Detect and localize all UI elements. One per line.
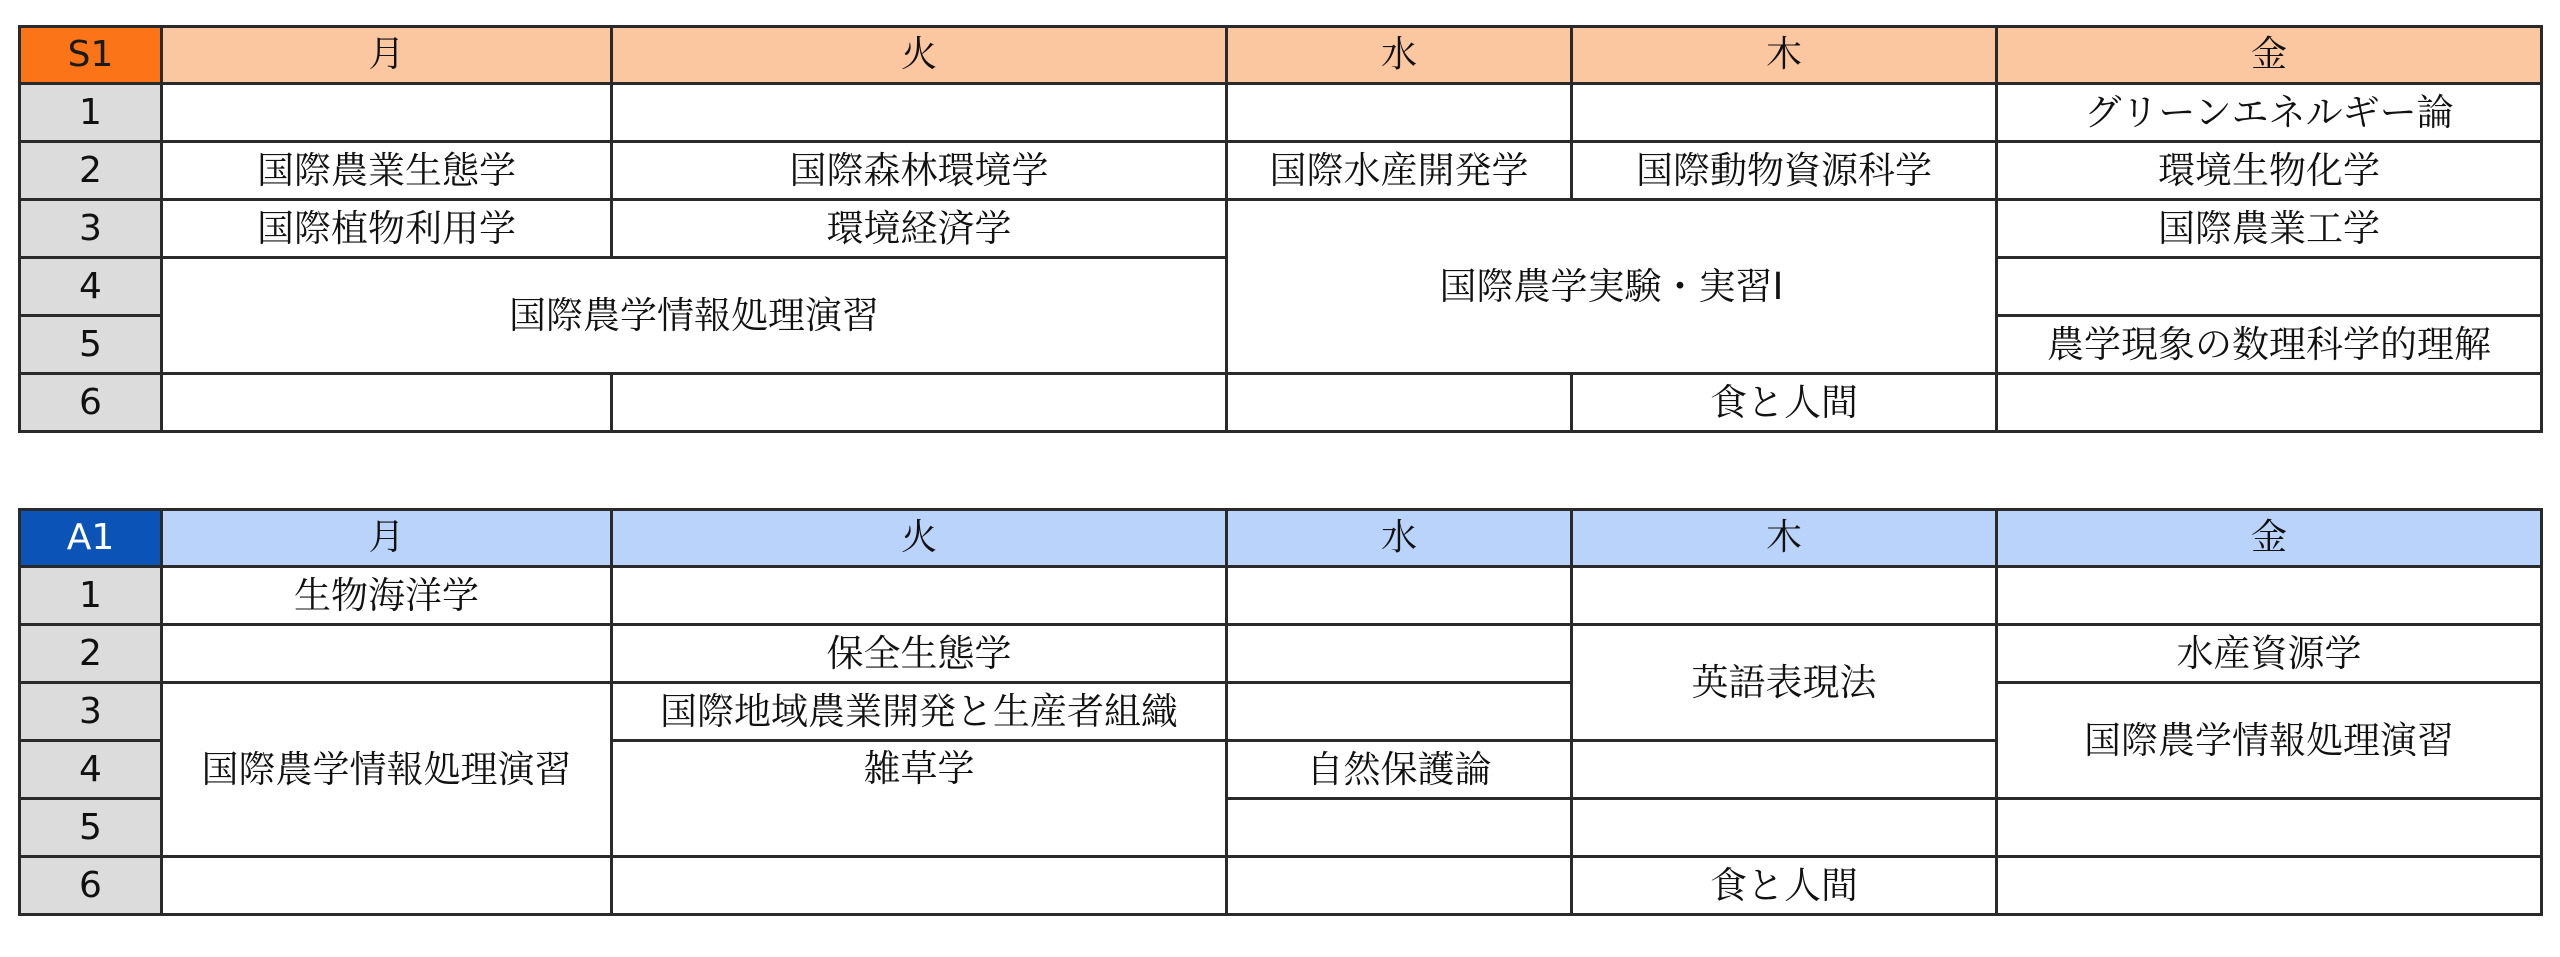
s1-course-mon-tue-4-5: 国際農学情報処理演習 xyxy=(162,258,1227,374)
s1-period-row-1 xyxy=(20,84,2542,142)
s1-course-thu-2: 国際動物資源科学 xyxy=(1572,142,1997,200)
s1-course-fri-2: 環境生物化学 xyxy=(1997,142,2542,200)
a1-period-4: 4 xyxy=(20,741,162,799)
s1-cell-mon-1 xyxy=(162,84,612,142)
s1-period-3: 3 xyxy=(20,200,162,258)
s1-course-mon-3: 国際植物利用学 xyxy=(162,200,612,258)
a1-day-wed: 水 xyxy=(1227,510,1572,567)
a1-cell-tue-6 xyxy=(612,857,1227,915)
s1-day-mon: 月 xyxy=(162,27,612,84)
a1-cell-thu-4 xyxy=(1572,741,1997,799)
a1-course-wed-4: 自然保護論 xyxy=(1227,741,1572,799)
a1-day-mon: 月 xyxy=(162,510,612,567)
s1-period-4: 4 xyxy=(20,258,162,316)
a1-period-1: 1 xyxy=(20,567,162,625)
s1-period-row-2 xyxy=(20,142,2542,200)
a1-cell-wed-2 xyxy=(1227,625,1572,683)
a1-cell-thu-1 xyxy=(1572,567,1997,625)
s1-timetable xyxy=(18,25,2543,433)
a1-day-thu: 木 xyxy=(1572,510,1997,567)
s1-cell-mon-6 xyxy=(162,374,612,432)
s1-cell-tue-1 xyxy=(612,84,1227,142)
s1-course-fri-5: 農学現象の数理科学的理解 xyxy=(1997,316,2542,374)
a1-term-label: A1 xyxy=(20,510,162,567)
s1-period-row-3 xyxy=(20,200,2542,258)
s1-period-1: 1 xyxy=(20,84,162,142)
a1-period-3: 3 xyxy=(20,683,162,741)
s1-course-fri-3: 国際農業工学 xyxy=(1997,200,2542,258)
a1-cell-fri-5 xyxy=(1997,799,2542,857)
a1-period-5: 5 xyxy=(20,799,162,857)
a1-period-2: 2 xyxy=(20,625,162,683)
s1-course-tue-2: 国際森林環境学 xyxy=(612,142,1227,200)
a1-day-tue: 火 xyxy=(612,510,1227,567)
s1-course-tue-3: 環境経済学 xyxy=(612,200,1227,258)
a1-course-tue-4: 雑草学 xyxy=(612,741,1227,857)
s1-course-mon-2: 国際農業生態学 xyxy=(162,142,612,200)
a1-course-thu-2-3: 英語表現法 xyxy=(1572,625,1997,741)
s1-cell-wed-1 xyxy=(1227,84,1572,142)
a1-header-row xyxy=(20,510,2542,567)
s1-day-thu: 木 xyxy=(1572,27,1997,84)
a1-timetable xyxy=(18,508,2543,916)
s1-header-row xyxy=(20,27,2542,84)
s1-course-fri-1: グリーンエネルギー論 xyxy=(1997,84,2542,142)
a1-course-mon-1: 生物海洋学 xyxy=(162,567,612,625)
s1-course-wed-2: 国際水産開発学 xyxy=(1227,142,1572,200)
a1-period-row-3 xyxy=(20,683,2542,741)
a1-cell-mon-2 xyxy=(162,625,612,683)
a1-course-thu-6: 食と人間 xyxy=(1572,857,1997,915)
a1-cell-thu-5 xyxy=(1572,799,1997,857)
a1-course-tue-3: 国際地域農業開発と生産者組織 xyxy=(612,683,1227,741)
s1-cell-thu-1 xyxy=(1572,84,1997,142)
a1-cell-tue-1 xyxy=(612,567,1227,625)
s1-period-5: 5 xyxy=(20,316,162,374)
a1-cell-wed-6 xyxy=(1227,857,1572,915)
a1-cell-fri-1 xyxy=(1997,567,2542,625)
s1-day-fri: 金 xyxy=(1997,27,2542,84)
a1-course-fri-2: 水産資源学 xyxy=(1997,625,2542,683)
s1-cell-fri-4 xyxy=(1997,258,2542,316)
a1-cell-fri-6 xyxy=(1997,857,2542,915)
a1-course-mon-3-5: 国際農学情報処理演習 xyxy=(162,683,612,857)
s1-course-thu-6: 食と人間 xyxy=(1572,374,1997,432)
a1-cell-wed-3 xyxy=(1227,683,1572,741)
s1-cell-tue-6 xyxy=(612,374,1227,432)
a1-period-6: 6 xyxy=(20,857,162,915)
s1-day-tue: 火 xyxy=(612,27,1227,84)
a1-period-row-1 xyxy=(20,567,2542,625)
s1-period-6: 6 xyxy=(20,374,162,432)
a1-course-fri-3-4: 国際農学情報処理演習 xyxy=(1997,683,2542,799)
a1-course-tue-2: 保全生態学 xyxy=(612,625,1227,683)
s1-period-row-6 xyxy=(20,374,2542,432)
a1-period-row-2 xyxy=(20,625,2542,683)
a1-day-fri: 金 xyxy=(1997,510,2542,567)
s1-cell-wed-6 xyxy=(1227,374,1572,432)
a1-cell-mon-6 xyxy=(162,857,612,915)
s1-course-wed-thu-3-5: 国際農学実験・実習Ⅰ xyxy=(1227,200,1997,374)
s1-period-2: 2 xyxy=(20,142,162,200)
s1-term-label: S1 xyxy=(20,27,162,84)
a1-cell-wed-1 xyxy=(1227,567,1572,625)
s1-cell-fri-6 xyxy=(1997,374,2542,432)
a1-period-row-6 xyxy=(20,857,2542,915)
a1-cell-wed-5 xyxy=(1227,799,1572,857)
s1-day-wed: 水 xyxy=(1227,27,1572,84)
